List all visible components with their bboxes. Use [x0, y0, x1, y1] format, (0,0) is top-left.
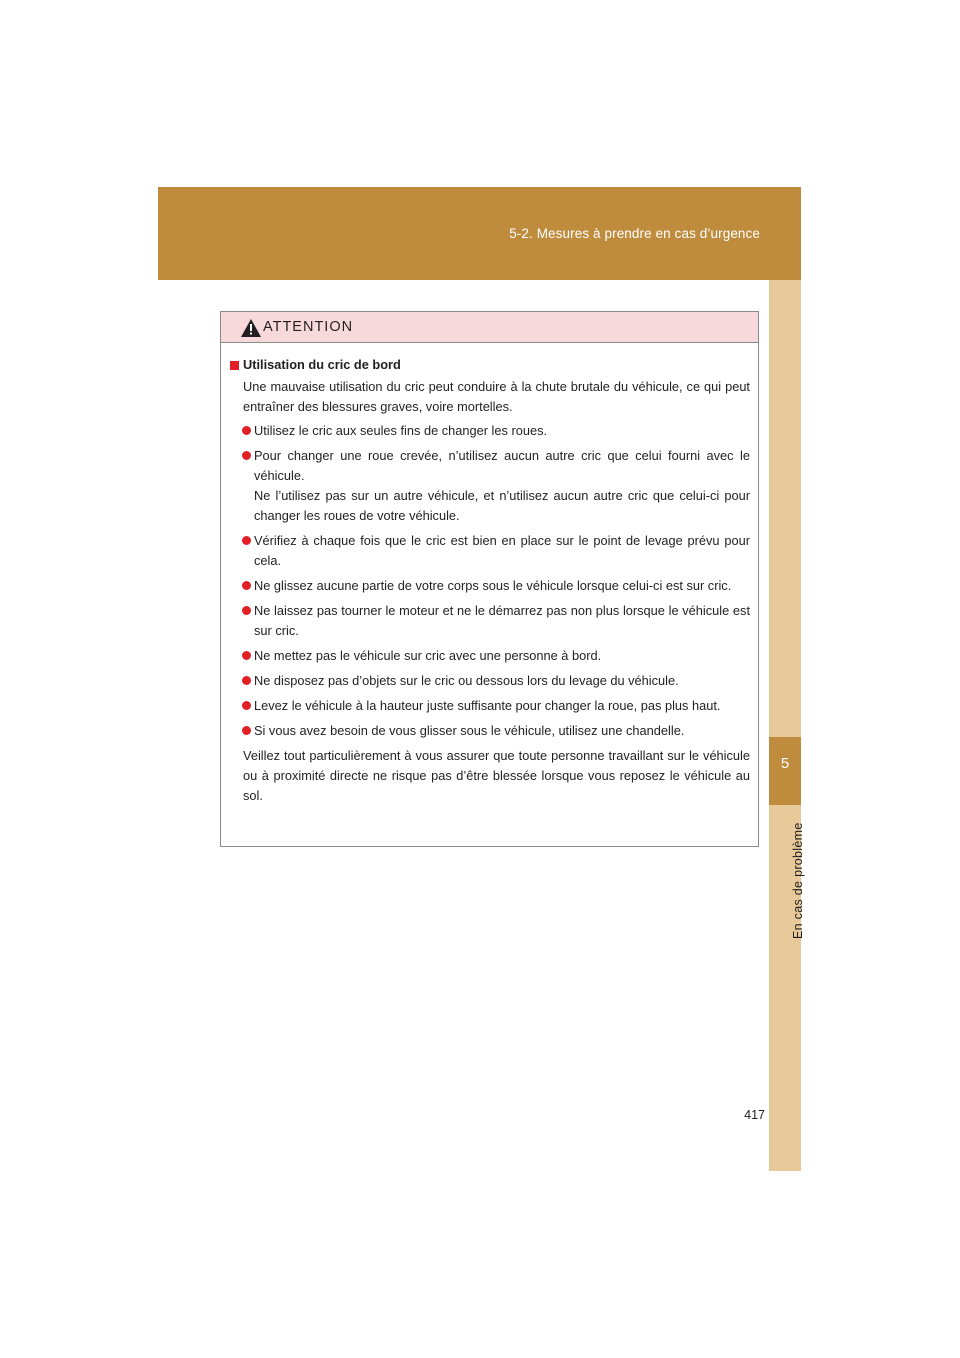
list-item [230, 671, 750, 691]
section-heading-text: Utilisation du cric de bord [243, 357, 401, 372]
list-item [230, 601, 750, 641]
warning-title: ATTENTION [263, 319, 354, 335]
list-item [230, 696, 750, 716]
chapter-number: 5 [780, 755, 790, 772]
bullet-text: Levez le véhicule à la hauteur juste suffisante pour changer la roue, pas plus haut. [254, 698, 721, 713]
red-dot-bullet-icon [242, 701, 251, 710]
red-dot-bullet-icon [242, 451, 251, 460]
red-dot-bullet-icon [242, 606, 251, 615]
list-item [230, 646, 750, 666]
side-strip [769, 280, 801, 1171]
bullet-text: Ne mettez pas le véhicule sur cric avec une personne à bord. [254, 648, 602, 663]
red-dot-bullet-icon [242, 651, 251, 660]
chapter-label: En cas de problème [791, 822, 805, 939]
red-dot-bullet-icon [242, 676, 251, 685]
list-item [230, 446, 750, 526]
list-item [230, 531, 750, 571]
square-bullet-icon [230, 361, 239, 370]
list-item [230, 721, 750, 741]
chapter-tab[interactable] [769, 737, 801, 805]
red-dot-bullet-icon [242, 536, 251, 545]
bullet-text: Ne laissez pas tourner le moteur et ne le démarrez pas non plus lorsque le véhicule est sur cric. [254, 603, 750, 638]
chapter-label-container [769, 815, 805, 945]
section-title: 5-2. Mesures à prendre en cas d’urgence [509, 226, 760, 241]
list-item [230, 576, 750, 596]
intro-paragraph: Une mauvaise utilisation du cric peut conduire à la chute brutale du véhicule, ce qui peut entraîner des blessures graves, voire mortelles. [243, 379, 750, 414]
header-band [158, 187, 801, 280]
section-heading [230, 355, 750, 375]
list-item [230, 421, 750, 441]
warning-body [221, 343, 758, 806]
red-dot-bullet-icon [242, 726, 251, 735]
warning-box [220, 311, 759, 847]
red-dot-bullet-icon [242, 426, 251, 435]
bullet-text: Ne l’utilisez pas sur un autre véhicule, et n’utilisez aucun autre cric que celui-ci pour changer les roues de votre véhicule. [254, 488, 750, 523]
bullet-text: Pour changer une roue crevée, n’utilisez aucun autre cric que celui fourni avec le véhicule. [254, 448, 750, 483]
bullet-list [230, 421, 750, 741]
warning-header [221, 312, 758, 343]
red-dot-bullet-icon [242, 581, 251, 590]
warning-triangle-icon [241, 319, 261, 337]
bullet-text: Ne disposez pas d’objets sur le cric ou dessous lors du levage du véhicule. [254, 673, 679, 688]
bullet-text: Ne glissez aucune partie de votre corps sous le véhicule lorsque celui-ci est sur cric. [254, 578, 732, 593]
bullet-text: Si vous avez besoin de vous glisser sous le véhicule, utilisez une chandelle. [254, 723, 685, 738]
bullet-text: Vérifiez à chaque fois que le cric est bien en place sur le point de levage prévu pour cela. [254, 533, 750, 568]
bullet-text: Utilisez le cric aux seules fins de changer les roues. [254, 423, 548, 438]
closing-paragraph: Veillez tout particulièrement à vous assurer que toute personne travaillant sur le véhicule ou à proximité directe ne risque pas d’être blessée lorsque vous reposez le véhicule au sol. [243, 748, 750, 803]
page-number: 417 [744, 1108, 765, 1122]
